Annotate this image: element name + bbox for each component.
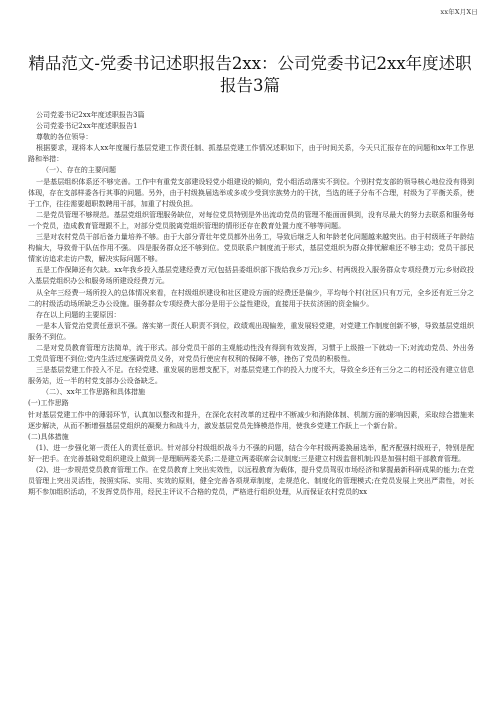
body-paragraph: 二是对党员教育管理方法简单，流于形式。部分党员干部的主观能动性没有得到有效发挥，习惯于上级推一下就动一下;对流动党员、外出务工党员管理不到位;党内生活过度强调党员义务，对党员行使应有权利的保障不够，挫伤了党员的积极性。 (28, 342, 474, 364)
body-paragraph: 公司党委书记2xx年度述职报告1 (36, 121, 138, 131)
body-paragraph: 五是工作保障还有欠缺。xx年我乡投入基层党建经费万元(包括县委组织部下拨给我乡万元);乡、村两级投入服务群众专项经费万元;乡财政投入基层党组织办公和服务场所建设经费万元。 (28, 265, 474, 286)
body-paragraph: 三是基层党建工作投入不足。在轻党建、重发展的思想支配下，对基层党建工作的投入力度不大，导致全乡还有三分之二的村还没有建立信息服务站，近一半的村党支部办公设备缺乏。 (28, 365, 474, 386)
body-paragraph: 从全年三经费一场所投入的总体情况来看，在村级组织建设和社区建设方面的经费还是偏少，平均每个村(社区)只有万元，全乡还有近三分之二的村级活动场所缺乏办公设施。服务群众专项经费大部分是用于公益性建设，直接用于扶贫济困的资金偏少。 (28, 287, 474, 308)
body-paragraph: 一是本人管党治党责任意识不强。落实第一责任人职责不到位，政绩观出现偏差，重发展轻党建，对党建工作制度创新不够，导致基层党组织服务不到位。 (28, 320, 474, 341)
body-paragraph: 根据要求，现将本人xx年度履行基层党建工作责任制、抓基层党建工作情况述职如下，由于时间关系，今天只汇报存在的问题和xx年工作思路和举措： (28, 143, 474, 164)
body-paragraph: 三是对农村党员干部后备力量培养不够。由于大部分青壮年党员都外出务工，导致后继乏人和年龄老化问题越来越突出。由于村级班子年龄结构偏大，导致骨干队伍作用不强。 四是服务群众还不够到位。党员联系户制度流于形式，基层党组织为群众排忧解难还不够主动；党员干部民情家访追求走访户数，解决实际问题不够。 (28, 232, 474, 264)
body-paragraph: 针对基层党建工作中的薄弱环节，认真加以整改和提升，在深化农村改革的过程中不断减少和消除体制、机制方面的影响因素，采取综合措施来逐步解决，从而不断增强基层党组织的凝聚力和战斗力，激发基层党员先锋模范作用，使我乡党建工作跃上一个新台阶。 (28, 409, 474, 430)
body-paragraph: （一）、存在的主要问题 (42, 165, 116, 175)
body-paragraph: 二是党员管理不够规范。基层党组织管理服务缺位，对每位党员特别是外出流动党员的管理不能面面俱到，没有尽最大的努力去联系和服务每一个党员，造成教育管理跟不上，对部分党员脱离党组织管理的情形还存在教育处置力度不够等问题。 (28, 209, 474, 230)
body-paragraph: （二）、xx年工作思路和具体措施 (42, 387, 146, 397)
document-title: 精品范文-党委书记述职报告2xx：公司党委书记2xx年度述职报告3篇 (28, 54, 472, 96)
body-paragraph: (二)具体措施 (28, 431, 69, 441)
body-paragraph: (2)、进一步规范党员教育管理工作。在党员教育上突出实效性，以远程教育为载体，提升党员驾驭市场经济和掌握最新科研成果的能力;在党员管理上突出灵活性，按照实际、实用、实效的原则，健全完善各项规章制度，走规范化、制度化的管理模式;在党员发展上突出严肃性，对长期不参加组织活动，不发挥党员作用，经民主评议不合格的党员，严格进行组织处理，从而保证农村党员的xx (28, 465, 474, 497)
document-body (28, 109, 474, 497)
body-paragraph: 存在以上问题的主要原因： (36, 309, 121, 319)
body-paragraph: 公司党委书记2xx年度述职报告3篇 (36, 110, 145, 119)
body-paragraph: 一是基层组织体系还不够完善。工作中有重党支部建设轻党小组建设的倾向，党小组活动落实不到位。个别村党支部的领导核心地位没有得到体现，存在支部样委各行其事的问题。另外，由于村级换届选举或多或少受到宗族势力的干扰，当选的班子分布不合理，村级为了平衡关系，使于工作，往往需要超职数聘用干部，加重了村级负担。 (28, 176, 474, 208)
header-date: xx年X月X日 (440, 8, 478, 16)
body-paragraph: (1)、进一步强化第一责任人的责任意识。针对部分村级组织战斗力不强的问题，结合今年村级两委换届选举，配齐配强村级班子，特别是配好一把手。在完善基础党组织建设上做到一是理顺两委关系;二是建立两委联席会议制度;三是建立村级监督机制;四是加强村组干部教育管理。 (28, 442, 474, 463)
body-paragraph: (一)工作思路 (28, 398, 69, 408)
body-paragraph: 尊敬的各位领导： (36, 132, 93, 142)
